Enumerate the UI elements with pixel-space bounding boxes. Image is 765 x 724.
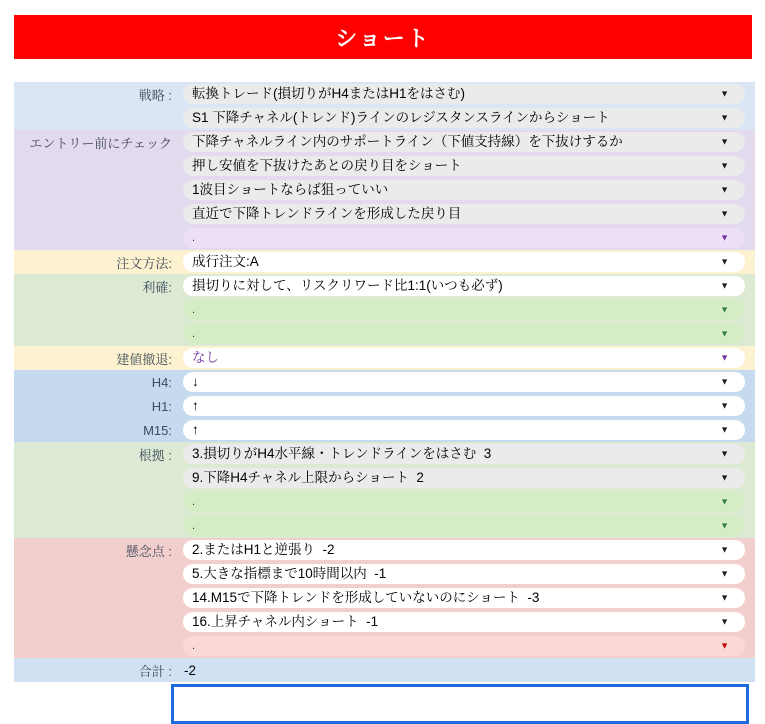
- section-breakeven-exit: [14, 346, 755, 370]
- h1-label: H1:: [151, 398, 172, 414]
- section-total: [14, 658, 755, 682]
- chevron-down-icon: ▼: [720, 352, 729, 363]
- concerns-row-4: [14, 610, 755, 634]
- dropdown-pre-check-3[interactable]: 1波目ショートならば狙っていい ▼: [183, 180, 745, 200]
- chevron-down-icon: ▼: [720, 232, 729, 243]
- chevron-down-icon: ▼: [720, 616, 729, 627]
- order-method-label: 注文方法:: [116, 255, 172, 271]
- page-title: ショート: [335, 25, 431, 51]
- chevron-down-icon: ▼: [720, 400, 729, 411]
- concerns-row-5-empty: [14, 634, 755, 658]
- dropdown-pre-check-1[interactable]: 下降チャネルライン内のサポートライン（下値支持線）を下抜けするか ▼: [183, 132, 745, 152]
- chevron-down-icon: ▼: [720, 88, 729, 99]
- m15-label: M15:: [143, 422, 172, 438]
- rationale-row-4-empty: [14, 514, 755, 538]
- concerns-row-1: [14, 538, 755, 562]
- dropdown-concerns-4[interactable]: 16.上昇チャネル内ショート -1 ▼: [183, 612, 745, 632]
- section-concerns: [14, 538, 755, 658]
- trade-checklist-form: [14, 82, 755, 682]
- dropdown-rationale-2[interactable]: 9.下降H4チャネル上限からショート 2 ▼: [183, 468, 745, 488]
- concerns-label: 懸念点 :: [125, 543, 172, 559]
- dropdown-rationale-1[interactable]: 3.損切りがH4水平線・トレンドラインをはさむ 3 ▼: [183, 444, 745, 464]
- rationale-row-1: [14, 442, 755, 466]
- rationale-label: 根拠 :: [138, 447, 172, 463]
- chevron-down-icon: ▼: [720, 208, 729, 219]
- chevron-down-icon: ▼: [720, 376, 729, 387]
- section-timeframes: [14, 370, 755, 442]
- chevron-down-icon: ▼: [720, 520, 729, 531]
- dropdown-m15[interactable]: ↑ ▼: [183, 420, 745, 440]
- take-profit-row-3-empty: [14, 322, 755, 346]
- pre-check-row-3: [14, 178, 755, 202]
- strategy-row-1: [14, 82, 755, 106]
- chevron-down-icon: ▼: [720, 184, 729, 195]
- chevron-down-icon: ▼: [720, 112, 729, 123]
- chevron-down-icon: ▼: [720, 640, 729, 651]
- chevron-down-icon: ▼: [720, 544, 729, 555]
- pre-check-row-1: [14, 130, 755, 154]
- dropdown-rationale-3-empty[interactable]: . ▼: [183, 492, 745, 512]
- chevron-down-icon: ▼: [720, 304, 729, 315]
- h4-label: H4:: [151, 374, 172, 390]
- section-strategy: [14, 82, 755, 130]
- dropdown-concerns-5-empty[interactable]: . ▼: [183, 636, 745, 656]
- dropdown-pre-check-2[interactable]: 押し安値を下抜けたあとの戻り目をショート ▼: [183, 156, 745, 176]
- section-rationale: [14, 442, 755, 538]
- order-method-row: [14, 250, 755, 274]
- m15-row: [14, 418, 755, 442]
- note-box[interactable]: [171, 684, 749, 724]
- chevron-down-icon: ▼: [720, 568, 729, 579]
- total-label: 合計 :: [138, 663, 172, 679]
- chevron-down-icon: ▼: [720, 160, 729, 171]
- header-banner-short: [14, 15, 752, 59]
- pre-check-row-2: [14, 154, 755, 178]
- chevron-down-icon: ▼: [720, 448, 729, 459]
- dropdown-take-profit-3-empty[interactable]: . ▼: [183, 324, 745, 344]
- h1-row: [14, 394, 755, 418]
- take-profit-row-2-empty: [14, 298, 755, 322]
- take-profit-label: 利確:: [142, 279, 172, 295]
- dropdown-take-profit-2-empty[interactable]: . ▼: [183, 300, 745, 320]
- dropdown-strategy-1[interactable]: [183, 84, 745, 104]
- chevron-down-icon: ▼: [720, 136, 729, 147]
- chevron-down-icon: ▼: [720, 256, 729, 267]
- concerns-row-3: [14, 586, 755, 610]
- chevron-down-icon: ▼: [720, 328, 729, 339]
- h4-row: [14, 370, 755, 394]
- breakeven-exit-row: [14, 346, 755, 370]
- section-pre-entry-check: [14, 130, 755, 250]
- dropdown-h1[interactable]: ↑ ▼: [183, 396, 745, 416]
- rationale-row-2: [14, 466, 755, 490]
- dropdown-h4[interactable]: ↓ ▼: [183, 372, 745, 392]
- breakeven-exit-label: 建値撤退:: [116, 351, 172, 367]
- page: [0, 15, 765, 709]
- strategy-label: 戦略 :: [138, 87, 172, 103]
- dropdown-rationale-4-empty[interactable]: . ▼: [183, 516, 745, 536]
- strategy-row-2: [14, 106, 755, 130]
- dropdown-concerns-1[interactable]: 2.またはH1と逆張り -2 ▼: [183, 540, 745, 560]
- chevron-down-icon: ▼: [720, 280, 729, 291]
- rationale-row-3-empty: [14, 490, 755, 514]
- dropdown-concerns-3[interactable]: 14.M15で下降トレンドを形成していないのにショート -3 ▼: [183, 588, 745, 608]
- chevron-down-icon: ▼: [720, 592, 729, 603]
- chevron-down-icon: ▼: [720, 424, 729, 435]
- chevron-down-icon: ▼: [720, 496, 729, 507]
- section-take-profit: [14, 274, 755, 346]
- pre-check-label: エントリー前にチェック: [29, 135, 172, 151]
- chevron-down-icon: ▼: [720, 472, 729, 483]
- pre-check-row-5-empty: [14, 226, 755, 250]
- concerns-row-2: [14, 562, 755, 586]
- dropdown-pre-check-4[interactable]: 直近で下降トレンドラインを形成した戻り目 ▼: [183, 204, 745, 224]
- take-profit-row-1: [14, 274, 755, 298]
- dropdown-take-profit-1[interactable]: 損切りに対して、リスクリワード比1:1(いつも必ず) ▼: [183, 276, 745, 296]
- dropdown-strategy-2[interactable]: [183, 108, 745, 128]
- pre-check-row-4: [14, 202, 755, 226]
- total-row: [14, 658, 755, 682]
- dropdown-pre-check-5-empty[interactable]: . ▼: [183, 228, 745, 248]
- total-value: -2: [184, 662, 197, 678]
- dropdown-order-method[interactable]: 成行注文:A ▼: [183, 252, 745, 272]
- dropdown-value: S1 下降チャネル(トレンド)ラインのレジスタンスラインからショート: [192, 110, 610, 125]
- dropdown-value: 転換トレード(損切りがH4またはH1をはさむ): [192, 86, 466, 101]
- dropdown-breakeven-exit[interactable]: なし ▼: [183, 348, 745, 368]
- dropdown-concerns-2[interactable]: 5.大きな指標まで10時間以内 -1 ▼: [183, 564, 745, 584]
- section-order-method: [14, 250, 755, 274]
